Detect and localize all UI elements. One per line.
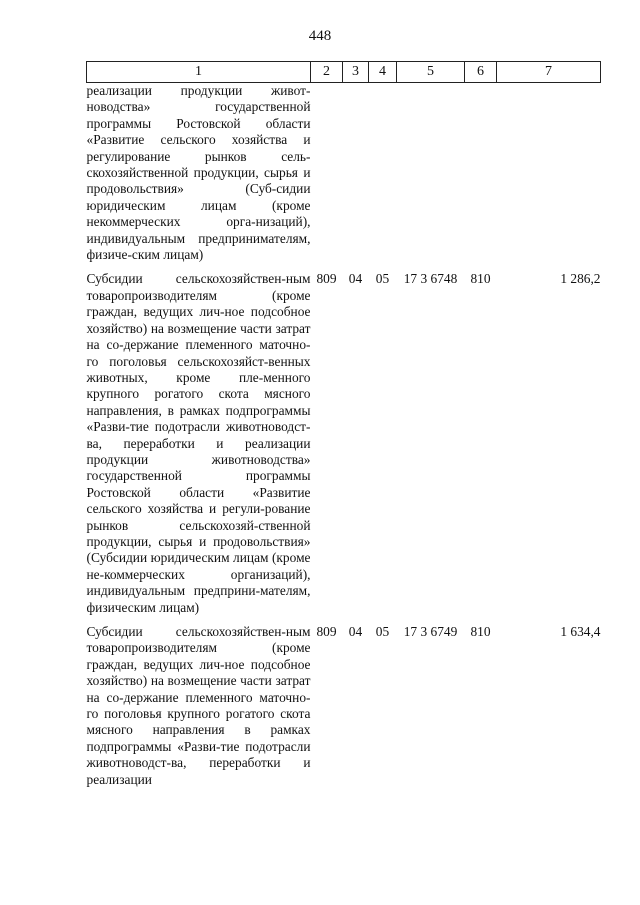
row-col-3 — [343, 83, 369, 264]
row-col-3: 04 — [348, 624, 363, 639]
row-col-6: 810 — [470, 624, 491, 639]
row-amount: 1 286,2 — [560, 271, 601, 287]
table-row — [87, 83, 601, 264]
row-spacer — [87, 616, 601, 624]
header-col-7: 7 — [497, 62, 601, 83]
row-col-2: 809 — [316, 271, 337, 287]
row-col-4: 05 — [375, 271, 390, 287]
header-col-4: 4 — [369, 62, 397, 83]
budget-table — [86, 61, 601, 788]
header-col-6: 6 — [465, 62, 497, 83]
table-row — [87, 624, 601, 788]
row-col-4 — [369, 83, 397, 264]
page-number: 448 — [308, 28, 332, 44]
header-col-5: 5 — [397, 62, 465, 83]
row-col-2 — [311, 83, 343, 264]
header-col-1: 1 — [87, 62, 311, 83]
row-col-5: 17 3 6748 — [403, 271, 458, 287]
row-col-5: 17 3 6749 — [403, 624, 458, 639]
row-amount — [497, 83, 601, 264]
row-col-6 — [465, 83, 497, 264]
row-col-4: 05 — [375, 624, 390, 639]
row-col-2: 809 — [316, 624, 337, 639]
row-col-3: 04 — [348, 271, 363, 287]
row-description: реализации продукции живот-новодства» государственной программы Ростовской области «Развитие сельского хозяйства и регулирование рынков сель-скохозяйственной продукции, сырья и продовольствия» (Суб-сидии юридическим лицам (кроме некоммерческих орга-низаций), индивидуальным предпринимателям, физиче-ским лицам) — [86, 83, 311, 263]
row-description: Субсидии сельскохозяйствен-ным товаропроизводителям (кроме граждан, ведущих лич-ное подсобное хозяйство) на возмещение части затрат на со-держание племенного маточно-го поголовья сельскохозяйст-венных животных, кроме пле-менного крупного рогатого скота мясного направления, в рамках подпрограммы «Разви-тие подотрасли животноводст-ва, переработки и реализации продукции животноводства» государственной программы Ростовской области «Развитие сельского хозяйства и регули-рование рынков сельскохозяй-ственной продукции, сырья и продовольствия» (Субсидии юридическим лицам (кроме не-коммерческих организаций), индивидуальным предприни-мателям, физическим лицам) — [86, 271, 311, 615]
header-col-2: 2 — [311, 62, 343, 83]
row-col-5 — [397, 83, 465, 264]
row-amount: 1 634,4 — [560, 624, 601, 639]
row-col-6: 810 — [470, 271, 491, 287]
row-spacer — [87, 263, 601, 271]
header-row — [87, 62, 601, 83]
table-row — [87, 271, 601, 616]
header-col-3: 3 — [343, 62, 369, 83]
row-description: Субсидии сельскохозяйствен-ным товаропроизводителям (кроме граждан, ведущих лич-ное подсобное хозяйство) на возмещение части затрат на со-держание племенного маточно-го поголовья крупного рогатого скота мясного направления в рамках подпрограммы «Разви-тие подотрасли животноводст-ва, переработки и реализации — [86, 624, 311, 787]
